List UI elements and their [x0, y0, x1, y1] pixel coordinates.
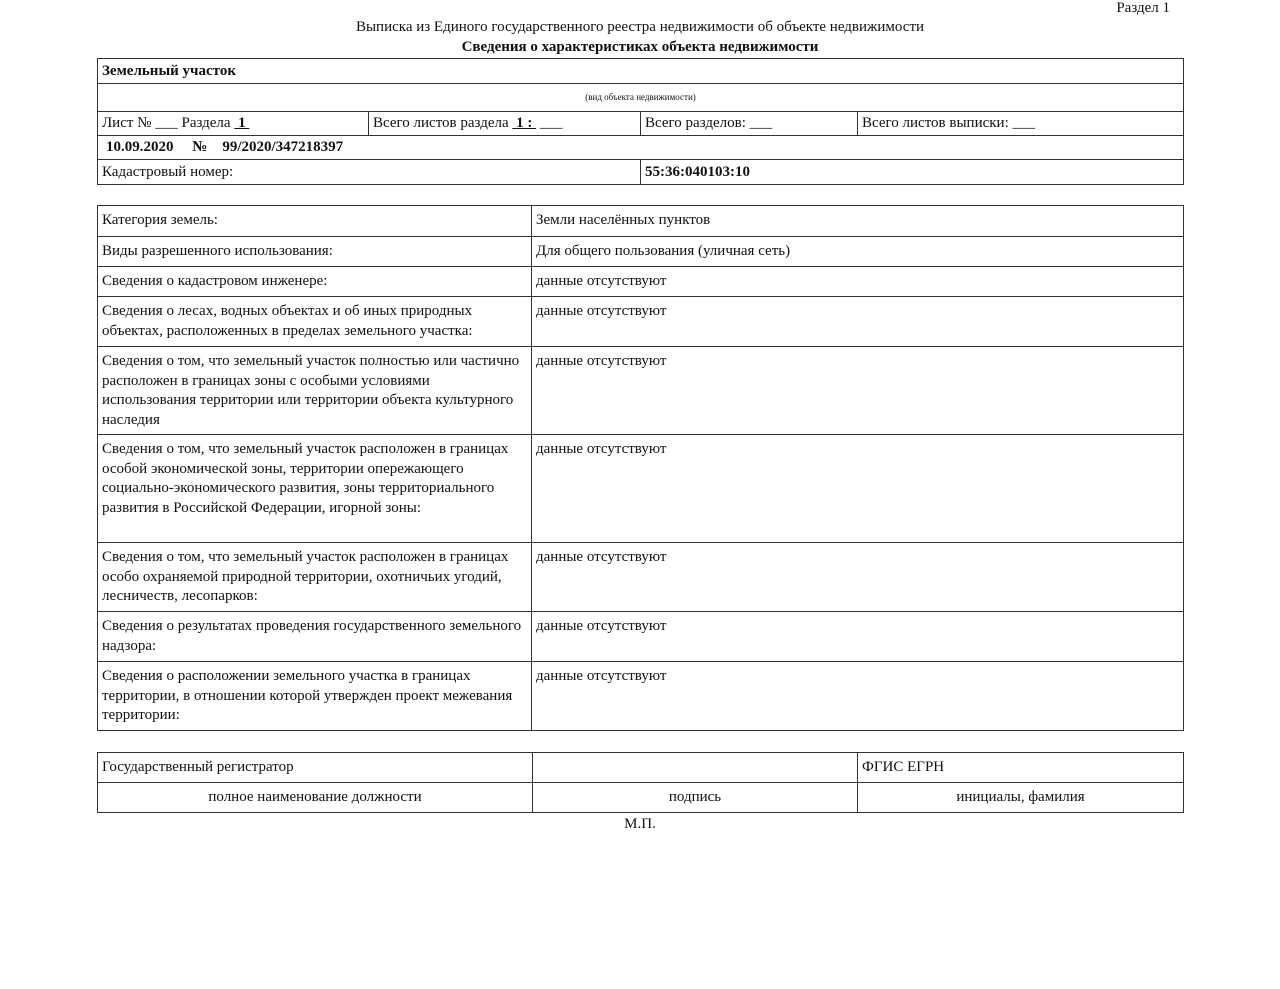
row-label: Сведения о том, что земельный участок полностью или частично расположен в границах зоны с особыми условиями использования территории или территории объекта культурного наследия	[98, 347, 532, 435]
table-row	[98, 267, 1184, 297]
total-sheets-extract-label: Всего листов выписки:	[862, 115, 1009, 131]
row-label: Сведения о том, что земельный участок расположен в границах особо охраняемой природной территории, охотничьих угодий, лесничеств, лесопарков:	[98, 543, 532, 612]
signature-table	[97, 752, 1184, 813]
table-row	[98, 347, 1184, 435]
row-label: Сведения о расположении земельного участка в границах территории, в отношении которой утвержден проект межевания территории:	[98, 662, 532, 731]
section-number: 1	[238, 115, 246, 131]
section-word: Раздела	[181, 115, 231, 131]
object-header-table	[97, 58, 1184, 185]
registration-number-sign: №	[192, 139, 208, 155]
row-label: Сведения о том, что земельный участок расположен в границах особой экономической зоны, территории опережающего социально-экономического развития, зоны территориального развития в Российской Федерации, игорной зоны:	[98, 435, 532, 543]
table-row	[98, 297, 1184, 347]
row-label: Сведения о результатах проведения государственного земельного надзора:	[98, 612, 532, 662]
table-row	[98, 662, 1184, 731]
total-sheets-section-label: Всего листов раздела	[373, 115, 509, 131]
row-label: Виды разрешенного использования:	[98, 237, 532, 267]
row-label: Категория земель:	[98, 206, 532, 237]
row-value: данные отсутствуют	[532, 435, 1184, 543]
registrar-position: Государственный регистратор	[98, 753, 533, 783]
total-sections-cell	[641, 112, 858, 136]
row-label: Сведения о лесах, водных объектах и об иных природных объектах, расположенных в пределах земельного участка:	[98, 297, 532, 347]
row-value: данные отсутствуют	[532, 662, 1184, 731]
row-value: данные отсутствуют	[532, 612, 1184, 662]
registration-number: 99/2020/347218397	[222, 139, 344, 155]
registration-info	[98, 136, 1184, 160]
total-sections-label: Всего разделов:	[645, 115, 746, 131]
cadastral-number-value: 55:36:040103:10	[641, 160, 1184, 185]
total-sheets-extract-cell	[858, 112, 1184, 136]
row-value: данные отсутствуют	[532, 543, 1184, 612]
row-label: Сведения о кадастровом инженере:	[98, 267, 532, 297]
stamp-place: М.П.	[624, 816, 656, 832]
registrar-name: ФГИС ЕГРН	[858, 753, 1184, 783]
object-type: Земельный участок	[98, 59, 1184, 84]
table-row	[98, 206, 1184, 237]
total-sheets-section-blank: ___	[539, 115, 563, 131]
cadastral-number-label: Кадастровый номер:	[98, 160, 641, 185]
table-row	[98, 612, 1184, 662]
row-value: Для общего пользования (уличная сеть)	[532, 237, 1184, 267]
table-row	[98, 435, 1184, 543]
table-row	[98, 237, 1184, 267]
sheet-blank: ___	[155, 115, 178, 131]
position-caption: полное наименование должности	[98, 783, 533, 813]
total-sections-blank: ___	[749, 115, 773, 131]
row-value: Земли населённых пунктов	[532, 206, 1184, 237]
row-value: данные отсутствуют	[532, 297, 1184, 347]
total-sheets-section-value: 1 :	[516, 115, 533, 131]
table-row	[98, 543, 1184, 612]
characteristics-table	[97, 205, 1184, 731]
registration-date: 10.09.2020	[106, 139, 174, 155]
sheet-label: Лист №	[102, 115, 152, 131]
row-value: данные отсутствуют	[532, 347, 1184, 435]
total-sheets-section-cell	[369, 112, 641, 136]
signature-caption: подпись	[533, 783, 858, 813]
sheet-number-cell	[98, 112, 369, 136]
row-value: данные отсутствуют	[532, 267, 1184, 297]
name-caption: инициалы, фамилия	[858, 783, 1184, 813]
section-label: Раздел 1	[1116, 0, 1170, 16]
signature-field	[533, 753, 858, 783]
document-title: Выписка из Единого государственного реестра недвижимости об объекте недвижимости	[355, 19, 925, 35]
document-subtitle: Сведения о характеристиках объекта недвижимости	[461, 39, 819, 55]
total-sheets-extract-blank: ___	[1012, 115, 1035, 131]
object-type-caption: (вид объекта недвижимости)	[98, 84, 1184, 112]
